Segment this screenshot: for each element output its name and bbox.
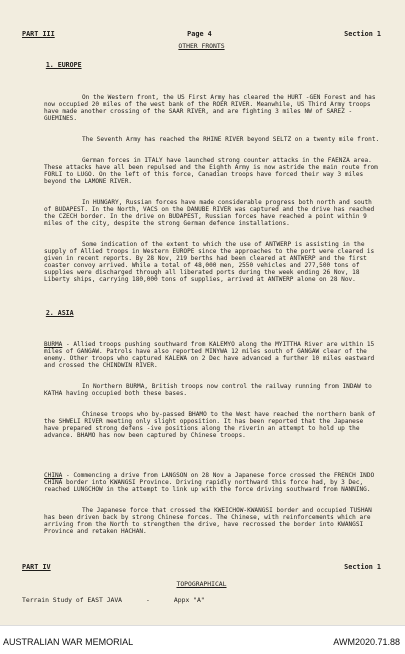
china-paragraph: The Japanese force that crossed the KWEICHOW-KWANGSI border and occupied TUSHAN has been driven back by strong Chinese forces. The Chinese, with reinforcements which are arriving from the North to strengthen the drive, have recrossed the border into KWANGSI Province and retaken HACHAN.	[44, 507, 376, 536]
appendix-line	[22, 597, 381, 604]
burma-paragraph: Chinese troops who by-passed BHAMO to the West have reached the northern bank of the SHWELI RIVER meeting only slight opposition. It has been reported that the Japanese have prepared strong defens -ive positions along the riverin an attempt to hold up the advance. BHAMO has now been captured by Chinese troops.	[44, 411, 380, 440]
china-paragraph	[44, 472, 381, 493]
asia-heading-text: 2. ASIA	[45, 309, 74, 318]
europe-paragraph: On the Western front, the US First Army has cleared the HURT -GEN Forest and has now occupied 20 miles of the west bank of the ROER RIVER. Meanwhile, US Third Army troops have made another crossing of the SAAR RIVER, and are fighting 3 miles NW of SAREZ -GUEMINES.	[44, 94, 380, 123]
europe-body	[22, 80, 381, 297]
section-heading-europe	[22, 54, 381, 76]
page-number: Page 4	[187, 30, 212, 38]
burma-label: BURMA	[44, 341, 63, 349]
archive-footer	[0, 625, 405, 654]
part4-section-label: Section 1	[344, 563, 381, 572]
archive-name: AUSTRALIAN WAR MEMORIAL	[3, 637, 134, 647]
burma-paragraph-text: - Allied troops pushing southward from KALEMYO along the MYITTHA River are within 15 miles of GANGAW. Patrols have also reported MINYWA 12 miles south of GANGAW clear of the enemy. Other troops who captured KALEWA on 2 Dec have advanced a further 10 miles eastward and crossed the CHINDWIN RIVER.	[44, 341, 378, 370]
archive-reference: AWM2020.71.88	[333, 637, 400, 647]
page-title: OTHER FRONTS	[178, 42, 225, 50]
appendix-ref: Appx "A"	[173, 596, 205, 605]
part4-header	[22, 563, 381, 571]
burma-paragraph	[44, 341, 381, 369]
china-body	[22, 458, 381, 549]
section-label: Section 1	[344, 30, 381, 38]
part4-title: TOPOGRAPHICAL	[176, 580, 227, 589]
page-header	[22, 30, 381, 38]
europe-heading-text: 1. EUROPE	[45, 60, 82, 69]
appendix-item: Terrain Study of EAST JAVA	[22, 596, 123, 605]
china-paragraph-text: - Commencing a drive from LANGSON on 28 Nov a Japanese force crossed the FRENCH INDO CHINA border into KWANGSI Province. Driving rapidly northward this force had, by 3 Dec, reached LUNGCHOW in the attempt to link up with the force driving southward from NANNING.	[44, 472, 378, 494]
europe-paragraph: The Seventh Army has reached the RHINE RIVER beyond SELTZ on a twenty mile front.	[82, 136, 380, 144]
europe-paragraph: Some indication of the extent to which the use of ANTWERP is assisting in the supply of Allied troops in Western EUROPE since the approaches to the port were cleared is given in recent reports. By 28 Nov, 219 berths had been cleared at ANTWERP and the first coaster convoy arrived. While a total of 48,000 men, 2550 vehicles and 277,500 tons of supplies were discharged through all liberated ports during the week ending 26 Nov, 18 Liberty ships, carrying 180,000 tons of supplies, arrived at ANTWERP alone on 28 Nov.	[44, 241, 378, 284]
part4-label: PART IV	[22, 563, 51, 572]
section-heading-asia	[22, 303, 381, 325]
china-label: CHINA	[44, 472, 63, 480]
europe-paragraph: German forces in ITALY have launched strong counter attacks in the FAENZA area. These attacks have all been repulsed and the Eighth Army is now astride the main route from FORLI to LUGO. On the left of this force, Canadian troops have forced their way 3 miles beyond the LAMONE RIVER.	[44, 157, 382, 186]
europe-paragraph: In HUNGARY, Russian forces have made considerable progress both north and south of BUDAPEST. In the North, VACS on the DANUBE RIVER was captured and the drive has reached the CZECH border. In the drive on BUDAPEST, Russian forces have reached a point within 9 miles of the city, despite the strong German defence installations.	[44, 199, 378, 228]
part-label: PART III	[22, 30, 55, 38]
burma-body	[22, 327, 381, 453]
burma-paragraph: In Northern BURMA, British troops now control the railway running from INDAW to KATHA having occupied both these bases.	[44, 383, 376, 398]
appendix-dash: -	[146, 596, 150, 605]
document-sheet	[22, 30, 381, 625]
